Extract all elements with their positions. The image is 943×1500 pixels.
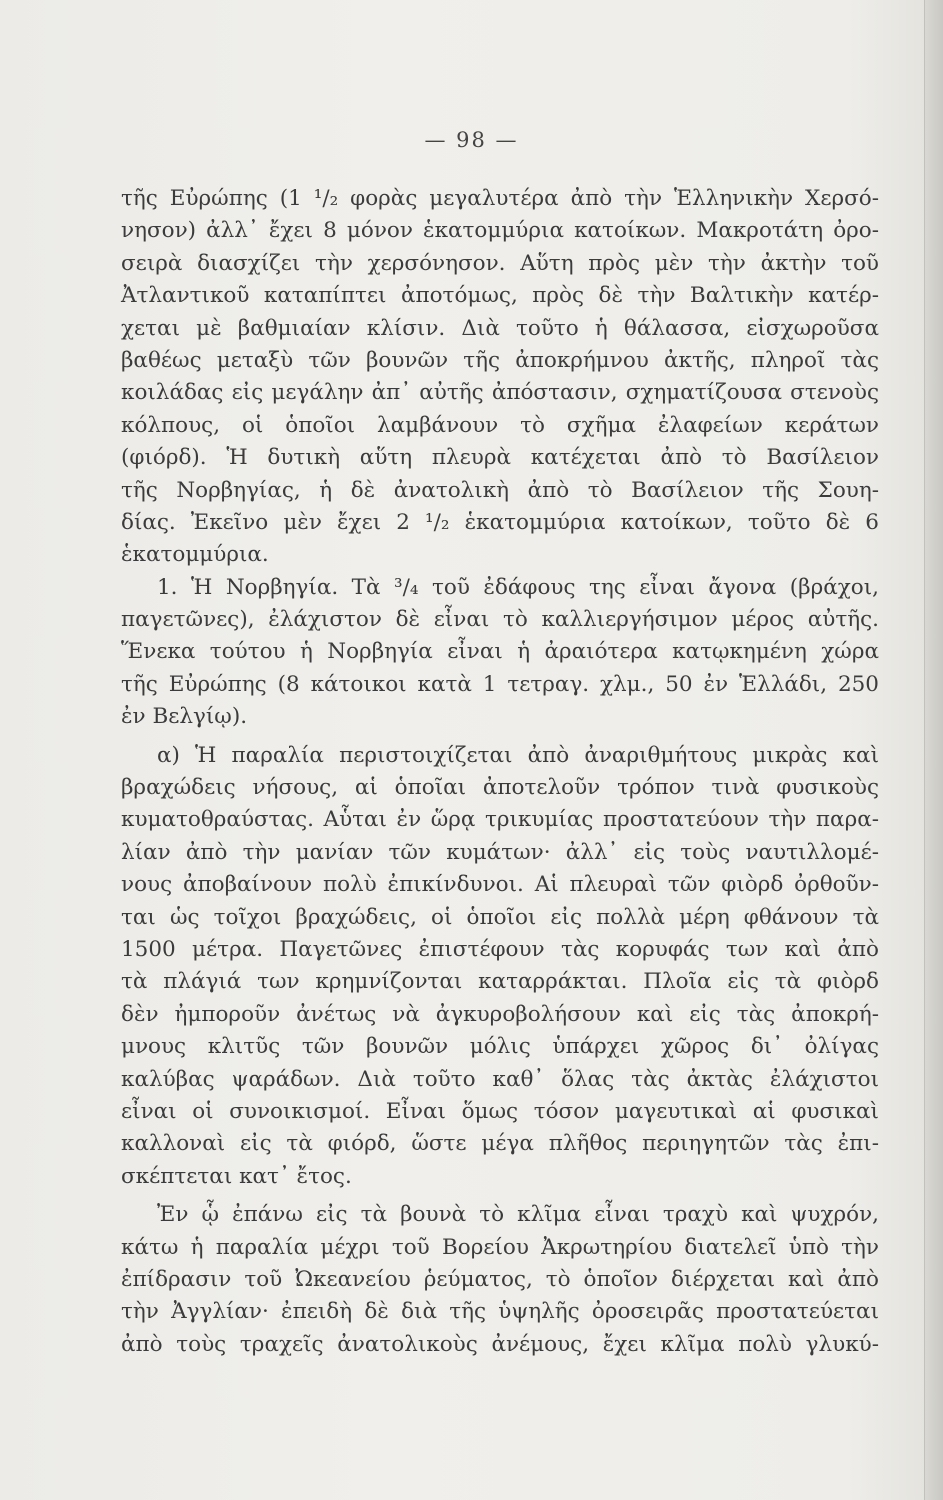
text-line: ἑκατομμύρια. [121,542,269,568]
text-line: νους ἀποβαίνουν πολὺ ἐπικίνδυνοι. Αἱ πλευραὶ τῶν φιὸρδ ὀρθοῦν- [121,872,879,898]
text-line: τῆς Εὐρώπης (1 ¹/₂ φορὰς μεγαλυτέρα ἀπὸ τὴν Ἑλληνικὴν Χερσό- [121,186,879,211]
text-line: καλύβας ψαράδων. Διὰ τοῦτο καθ᾽ ὅλας τὰς ἀκτὰς ἐλάχιστοι [121,1066,879,1092]
text-line: δίας. Ἐκεῖνο μὲν ἔχει 2 ¹/₂ ἑκατομμύρια κατοίκων, τοῦτο δὲ 6 [121,509,879,535]
text-line: εἶναι οἱ συνοικισμοί. Εἶναι ὅμως τόσον μαγευτικαὶ αἱ φυσικαὶ [121,1098,879,1124]
text-line: τῆς Εὐρώπης (8 κάτοικοι κατὰ 1 τετραγ. χλμ., 50 ἐν Ἑλλάδι, 250 [121,671,879,697]
text-line: σειρὰ διασχίζει τὴν χερσόνησον. Αὕτη πρὸς μὲν τὴν ἀκτὴν τοῦ [121,250,879,276]
text-line: τὰ πλάγιά των κρημνίζονται καταρράκται. Πλοῖα εἰς τὰ φιὸρδ [121,969,879,995]
text-line: παγετῶνες), ἐλάχιστον δὲ εἶναι τὸ καλλιεργήσιμον μέρος αὐτῆς. [121,607,879,633]
paragraph [121,740,879,1193]
paragraph [121,572,879,734]
text-line: τῆς Νορβηγίας, ἡ δὲ ἀνατολικὴ ἀπὸ τὸ Βασίλειον τῆς Σουη- [121,477,879,503]
text-line: 1. Ἡ Νορβηγία. Τὰ ³/₄ τοῦ ἐδάφους της εἶναι ἄγονα (βράχοι, [157,574,879,600]
text-line: (φιόρδ). Ἡ δυτικὴ αὕτη πλευρὰ κατέχεται ἀπὸ τὸ Βασίλειον [121,445,879,471]
text-line: νησον) ἀλλ᾽ ἔχει 8 μόνον ἑκατομμύρια κατοίκων. Μακροτάτη ὀρο- [121,218,879,244]
text-line: μνους κλιτῦς τῶν βουνῶν μόλις ὑπάρχει χῶρος δι᾽ ὀλίγας [121,1034,879,1060]
page-number: — 98 — [424,128,519,152]
text-line: κόλπους, οἱ ὁποῖοι λαμβάνουν τὸ σχῆμα ἐλαφείων κεράτων [121,412,879,438]
text-line: κάτω ἡ παραλία μέχρι τοῦ Βορείου Ἀκρωτηρίου διατελεῖ ὑπὸ τὴν [121,1234,879,1260]
text-line: Ἕνεκα τούτου ἡ Νορβηγία εἶναι ἡ ἀραιότερα κατῳκημένη χώρα [121,639,879,665]
adjacent-page-edge [924,0,943,1500]
text-line: καλλοναὶ εἰς τὰ φιόρδ, ὥστε μέγα πλῆθος περιηγητῶν τὰς ἐπι- [121,1131,879,1157]
text-line: λίαν ἀπὸ τὴν μανίαν τῶν κυμάτων· ἀλλ᾽ εἰς τοὺς ναυτιλλομέ- [121,839,879,865]
text-line: τὴν Ἀγγλίαν· ἐπειδὴ δὲ διὰ τῆς ὑψηλῆς ὀροσειρᾶς προστατεύεται [121,1299,879,1325]
text-line: ἐπίδρασιν τοῦ Ὠκεανείου ῥεύματος, τὸ ὁποῖον διέρχεται καὶ ἀπὸ [121,1266,879,1292]
text-line: Ἐν ᾧ ἐπάνω εἰς τὰ βουνὰ τὸ κλῖμα εἶναι τραχὺ καὶ ψυχρόν, [157,1202,879,1228]
text-line: ἀπὸ τοὺς τραχεῖς ἀνατολικοὺς ἀνέμους, ἔχει κλῖμα πολὺ γλυκύ- [121,1331,879,1357]
text-line: ἐν Βελγίῳ). [121,704,248,730]
text-line: 1500 μέτρα. Παγετῶνες ἐπιστέφουν τὰς κορυφάς των καὶ ἀπὸ [121,936,879,962]
paragraph [121,183,879,572]
paragraph [121,1199,879,1361]
text-line: Ἀτλαντικοῦ καταπίπτει ἀποτόμως, πρὸς δὲ τὴν Βαλτικὴν κατέρ- [121,283,879,309]
text-line: α) Ἡ παραλία περιστοιχίζεται ἀπὸ ἀναριθμήτους μικρὰς καὶ [157,742,879,768]
text-line: βραχώδεις νήσους, αἱ ὁποῖαι ἀποτελοῦν τρόπον τινὰ φυσικοὺς [121,775,879,801]
text-line: κοιλάδας εἰς μεγάλην ἀπ᾽ αὐτῆς ἀπόστασιν, σχηματίζουσα στενοὺς [121,380,879,406]
body-text [121,183,879,1361]
text-line: ται ὡς τοῖχοι βραχώδεις, οἱ ὁποῖοι εἰς πολλὰ μέρη φθάνουν τὰ [121,904,879,930]
text-line: χεται μὲ βαθμιαίαν κλίσιν. Διὰ τοῦτο ἡ θάλασσα, εἰσχωροῦσα [121,315,879,341]
text-line: σκέπτεται κατ᾽ ἔτος. [121,1163,352,1189]
text-line: βαθέως μεταξὺ τῶν βουνῶν τῆς ἀποκρήμνου ἀκτῆς, πληροῖ τὰς [121,347,879,373]
text-line: δὲν ἠμποροῦν ἀνέτως νὰ ἀγκυροβολήσουν καὶ εἰς τὰς ἀποκρή- [121,1001,879,1027]
text-line: κυματοθραύστας. Αὗται ἐν ὥρᾳ τρικυμίας προστατεύουν τὴν παρα- [121,807,879,833]
